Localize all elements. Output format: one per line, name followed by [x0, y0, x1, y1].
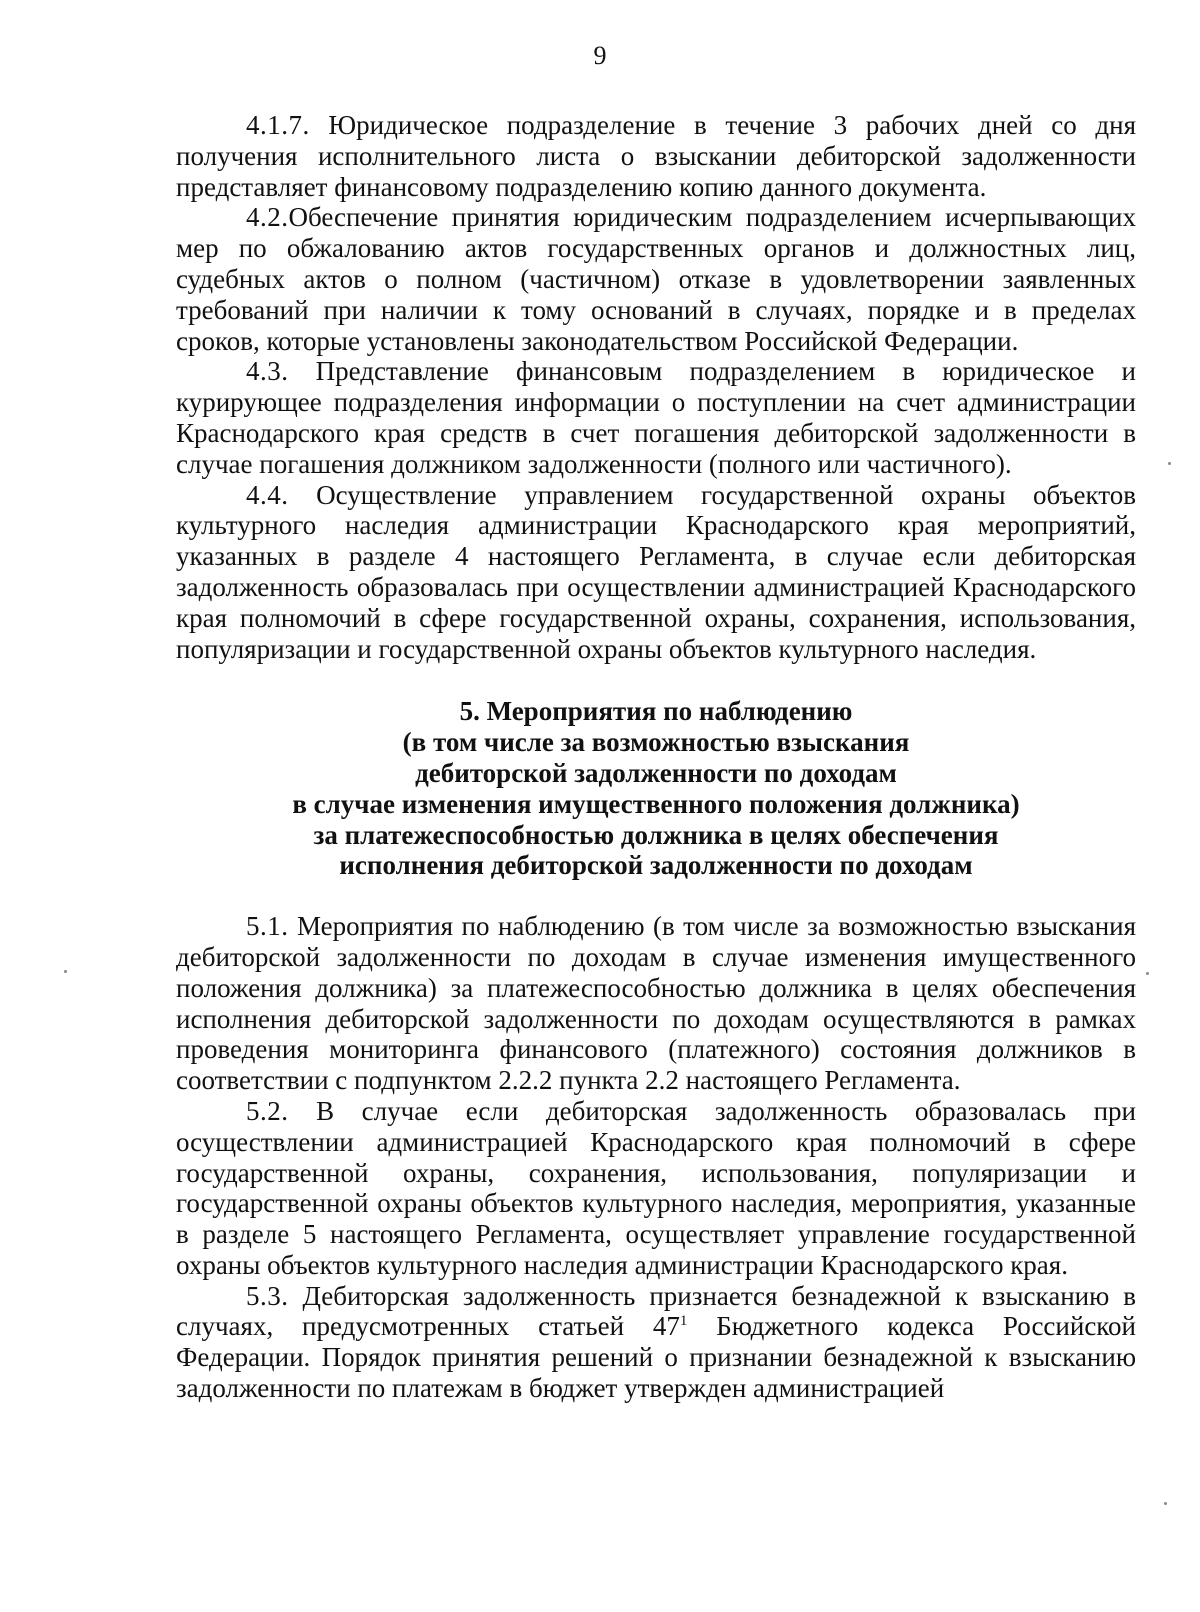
paragraph-5-2 [176, 1096, 1136, 1281]
paragraph-text: Обеспечение принятия юридическим подразделением исчерпывающих мер по обжалованию актов государственных органов и должностных лиц, судебных актов о полном (частичном) отказе в удовлетворении заявленных требований при наличии к тому оснований в случаях, порядке и в пределах сроков, которые установлены законодательством Российской Федерации. [176, 202, 1136, 356]
paragraph-number: 4.2. [246, 202, 289, 233]
paragraph-text: Мероприятия по наблюдению (в том числе за возможностью взыскания дебиторской задолженности по доходам в случае изменения имущественного положения должника) за платежеспособностью должника в целях обеспечения исполнения дебиторской задолженности по доходам осуществляются в рамках проведения мониторинга финансового (платежного) состояния должников в соответствии с подпунктом 2.2.2 пункта 2.2 настоящего Регламента. [176, 911, 1137, 1096]
paragraph-4-4 [176, 480, 1136, 665]
paragraph-4-3 [176, 356, 1136, 479]
heading-line: 5. Мероприятия по наблюдению [459, 696, 853, 727]
paragraph-number: 4.1.7. [246, 110, 310, 140]
heading-line: за платежеспособностью должника в целях обеспечения [313, 819, 999, 850]
superscript: 1 [679, 1313, 688, 1330]
paragraph-number: 5.1. [246, 911, 289, 942]
paragraph-4-1-7 [176, 110, 1136, 202]
paragraph-4-2 [176, 202, 1136, 356]
paragraph-number: 5.3. [246, 1280, 289, 1311]
heading-line: (в том числе за возможностью взыскания [402, 727, 910, 758]
paragraph-number: 4.3. [246, 356, 289, 387]
scan-artifact-dot [1168, 462, 1171, 465]
paragraph-text: Представление финансовым подразделением в юридическое и курирующее подразделения информации о поступлении на счет администрации Краснодарского края средств в счет погашения дебиторской задолженности в случае погашения должником задолженности (полного или частичного). [176, 356, 1136, 479]
scan-artifact-dot [64, 970, 67, 973]
section-5-heading [176, 696, 1136, 881]
page-number: 9 [593, 41, 607, 70]
paragraph-5-1 [176, 911, 1136, 1096]
paragraph-number: 5.2. [246, 1095, 289, 1126]
document-body [176, 110, 1136, 1404]
scan-artifact-dot [1146, 972, 1149, 975]
heading-line: в случае изменения имущественного положения должника) [292, 788, 1020, 819]
heading-line: исполнения дебиторской задолженности по доходам [339, 850, 973, 881]
paragraph-number: 4.4. [246, 479, 289, 510]
heading-line: дебиторской задолженности по доходам [415, 757, 897, 788]
scan-artifact-dot [1164, 1502, 1167, 1505]
paragraph-text-continued: Бюджетного кодекса Российской Федерации. Порядок принятия решений о признании безнадежной к взысканию задолженности по платежам в бюджет утвержден администрацией [176, 1311, 1136, 1404]
paragraph-text: Осуществление управлением государственной охраны объектов культурного наследия администрации Краснодарского края мероприятий, указанных в разделе 4 настоящего Регламента, в случае если дебиторская задолженность образовалась при осуществлении администрацией Краснодарского края полномочий в сфере государственной охраны, сохранения, использования, популяризации и государственной охраны объектов культурного наследия. [176, 479, 1136, 664]
paragraph-text: Юридическое подразделение в течение 3 рабочих дней со дня получения исполнительного листа о взыскании дебиторской задолженности представляет финансовому подразделению копию данного документа. [176, 110, 1136, 202]
paragraph-text: В случае если дебиторская задолженность образовалась при осуществлении администрацией Краснодарского края полномочий в сфере государственной охраны, сохранения, использования, популяризации и государственной охраны объектов культурного наследия, мероприятия, указанные в разделе 5 настоящего Регламента, осуществляет управление государственной охраны объектов культурного наследия администрации Краснодарского края. [176, 1095, 1136, 1280]
paragraph-5-3 [176, 1281, 1136, 1404]
paragraph-text: Дебиторская задолженность признается безнадежной к взысканию в случаях, предусмотренных статьей 47 [176, 1280, 1136, 1342]
